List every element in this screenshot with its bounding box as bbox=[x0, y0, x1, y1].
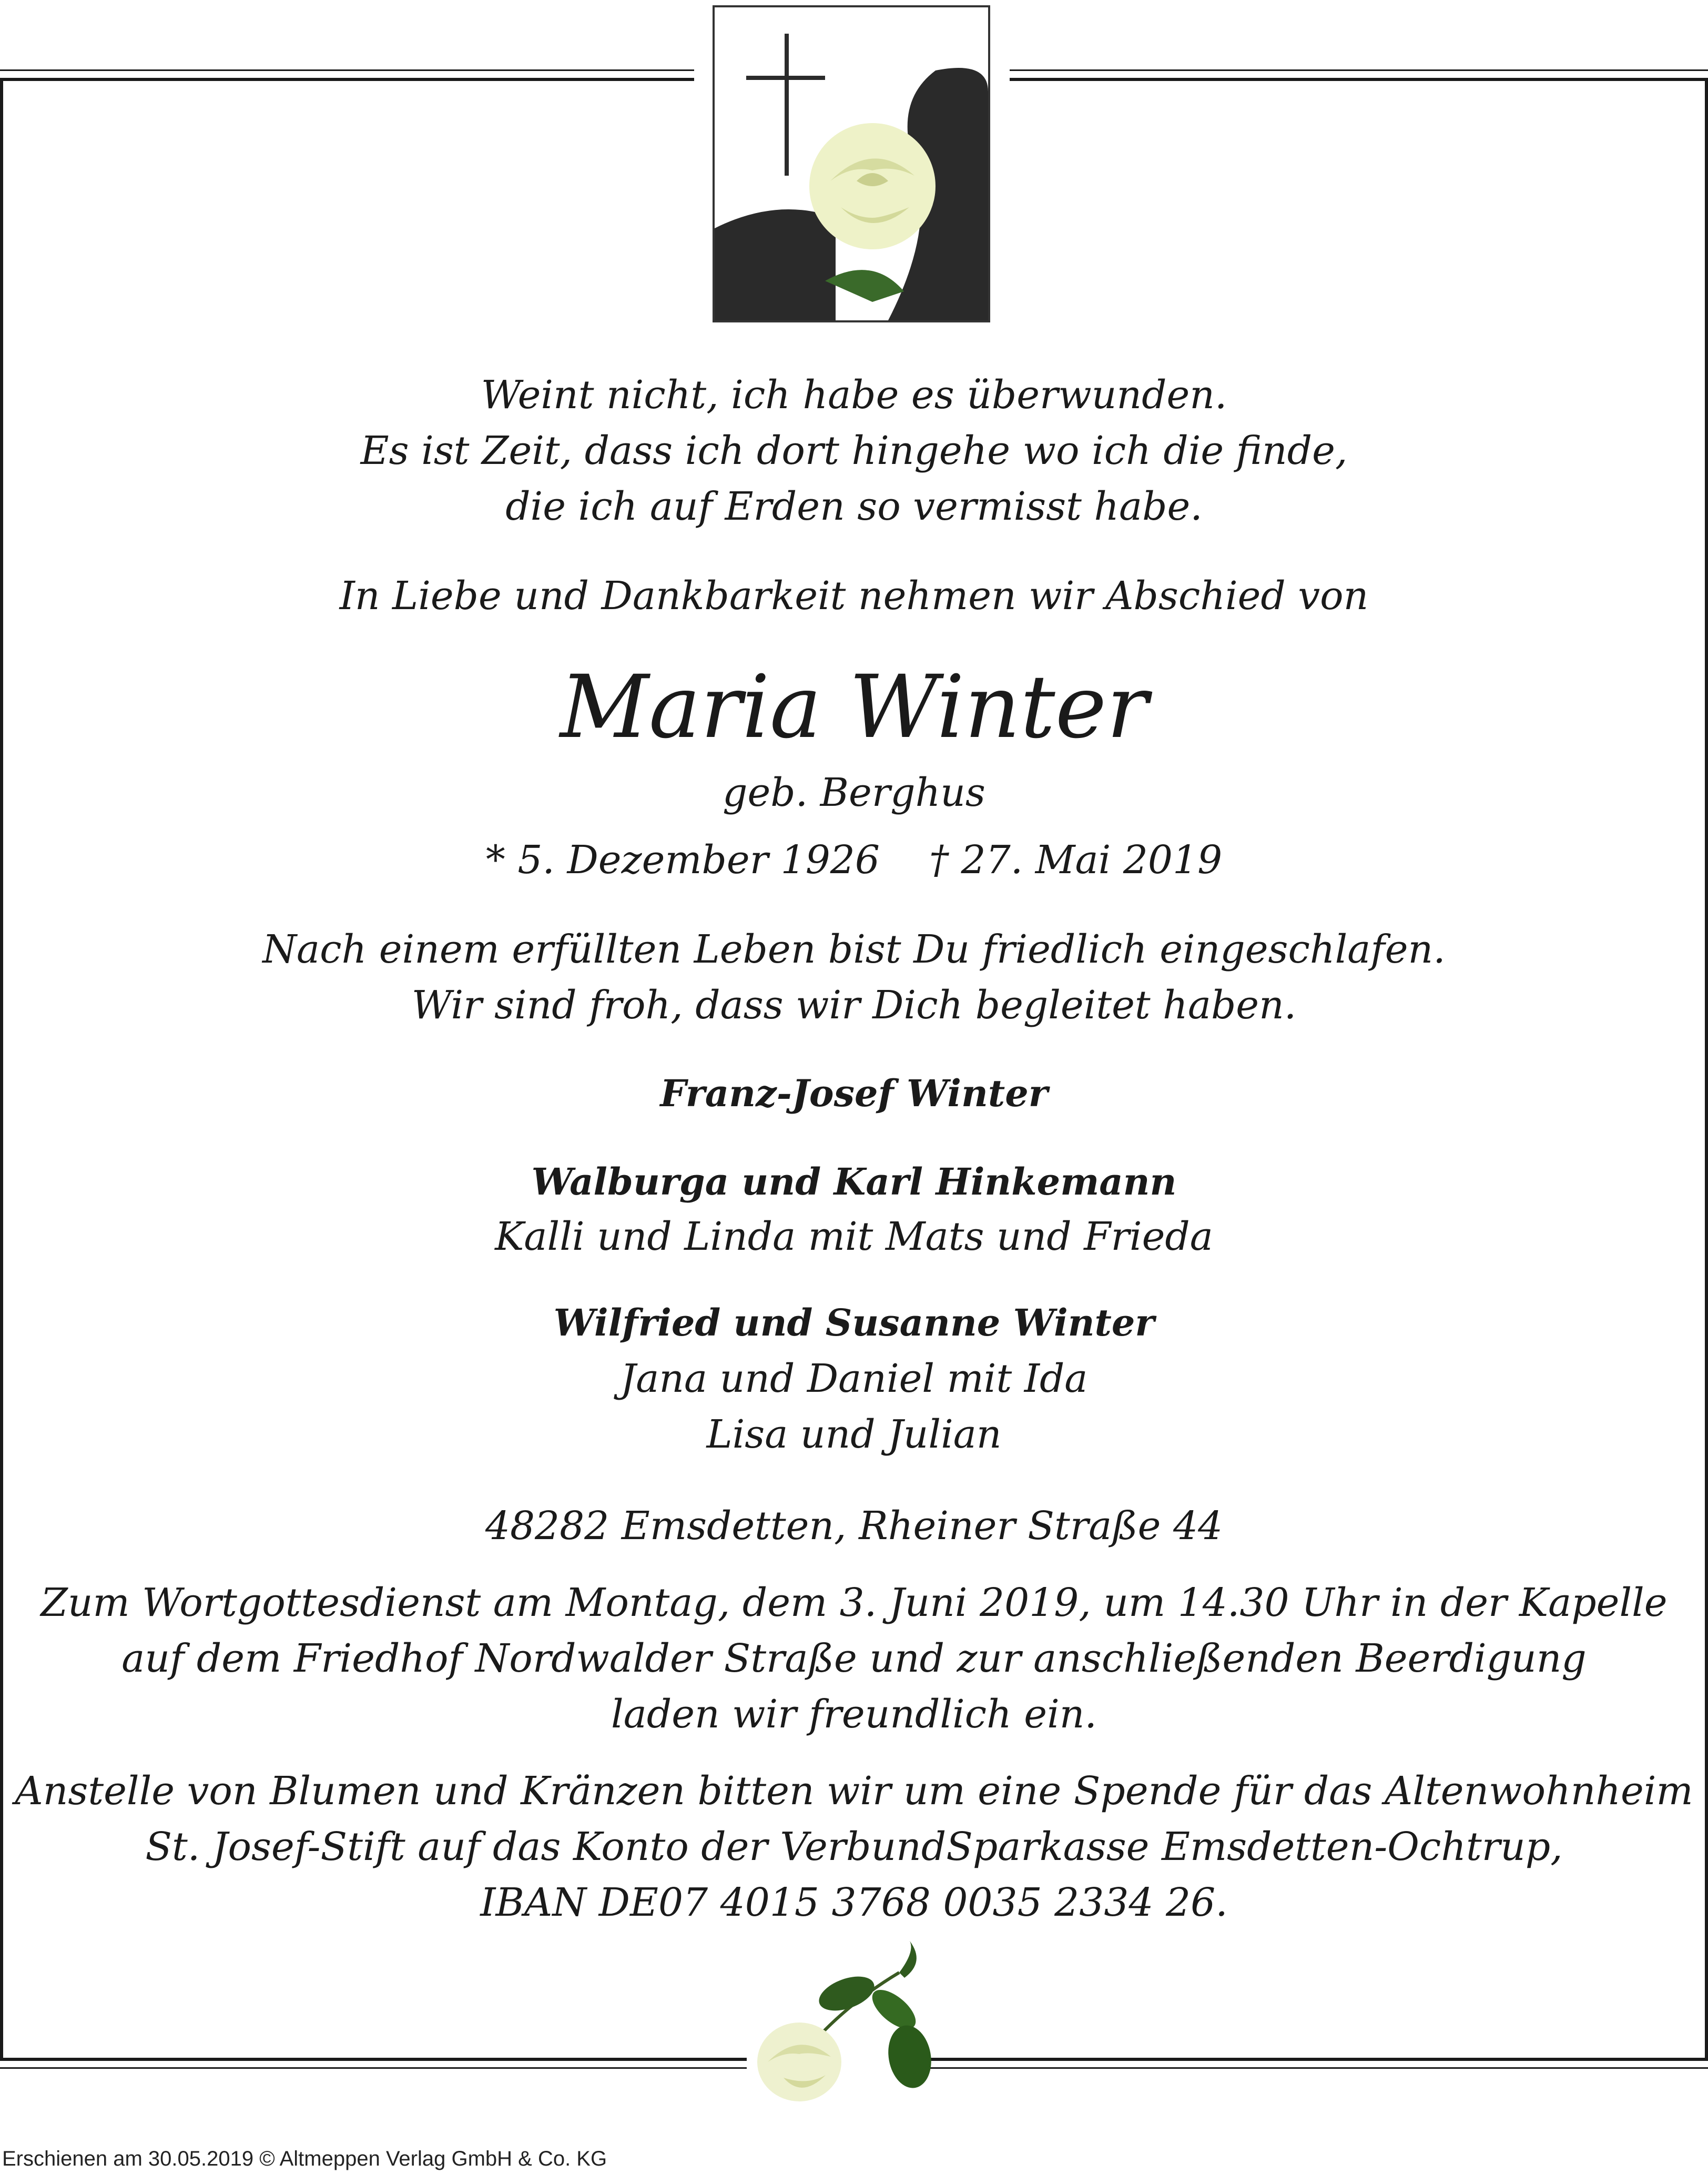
frame-bottom-right-thin-line bbox=[926, 2067, 1708, 2069]
motto-line-2: Es ist Zeit, dass ich dort hingehe wo ich die finde, bbox=[360, 428, 1348, 473]
message-line-2: Wir sind froh, dass wir Dich begleitet haben. bbox=[411, 983, 1297, 1028]
motto-line-3: die ich auf Erden so vermisst habe. bbox=[505, 484, 1203, 529]
deceased-name: Maria Winter bbox=[560, 656, 1148, 757]
service-line-2: auf dem Friedhof Nordwalder Straße und zur anschließenden Beerdigung bbox=[121, 1636, 1587, 1681]
intro-text: In Liebe und Dankbarkeit nehmen wir Abschied von bbox=[339, 573, 1369, 619]
mourner-3-line-2: Lisa und Julian bbox=[706, 1412, 1002, 1457]
frame-top-right-thin-line bbox=[1010, 69, 1708, 71]
mourner-3-name: Wilfried und Susanne Winter bbox=[553, 1301, 1155, 1344]
frame-bottom-right-line bbox=[926, 2058, 1708, 2061]
service-line-1: Zum Wortgottesdienst am Montag, dem 3. Juni 2019, um 14.30 Uhr in der Kapelle bbox=[40, 1580, 1668, 1625]
rose-icon bbox=[741, 1941, 952, 2115]
frame-bottom-left-line bbox=[0, 2058, 747, 2061]
life-dates: * 5. Dezember 1926 † 27. Mai 2019 bbox=[485, 837, 1223, 883]
frame-top-left-thin-line bbox=[0, 69, 694, 71]
donation-line-3: IBAN DE07 4015 3768 0035 2334 26. bbox=[480, 1880, 1228, 1925]
mourner-3-line-1: Jana und Daniel mit Ida bbox=[620, 1356, 1088, 1401]
mourner-2-line-1: Kalli und Linda mit Mats und Frieda bbox=[495, 1214, 1213, 1259]
motto-line-1: Weint nicht, ich habe es überwunden. bbox=[481, 372, 1227, 418]
frame-top-left-line bbox=[0, 78, 694, 81]
mourner-1-name: Franz-Josef Winter bbox=[660, 1071, 1048, 1115]
cross-rose-emblem bbox=[713, 5, 990, 322]
mourner-2-name: Walburga und Karl Hinkemann bbox=[531, 1160, 1177, 1204]
service-line-3: laden wir freundlich ein. bbox=[611, 1692, 1097, 1737]
donation-line-2: St. Josef-Stift auf das Konto der VerbundSparkasse Emsdetten-Ochtrup, bbox=[145, 1824, 1563, 1869]
birth-name: geb. Berghus bbox=[723, 770, 985, 815]
message-line-1: Nach einem erfüllten Leben bist Du friedlich eingeschlafen. bbox=[262, 927, 1446, 972]
frame-top-right-line bbox=[1010, 78, 1708, 81]
address: 48282 Emsdetten, Rheiner Straße 44 bbox=[485, 1503, 1223, 1549]
publication-footer: Erschienen am 30.05.2019 © Altmeppen Verlag GmbH & Co. KG bbox=[2, 2147, 607, 2170]
donation-line-1: Anstelle von Blumen und Kränzen bitten wir um eine Spende für das Altenwohnheim bbox=[15, 1768, 1693, 1814]
frame-bottom-left-thin-line bbox=[0, 2067, 747, 2069]
rose-icon bbox=[715, 7, 988, 320]
